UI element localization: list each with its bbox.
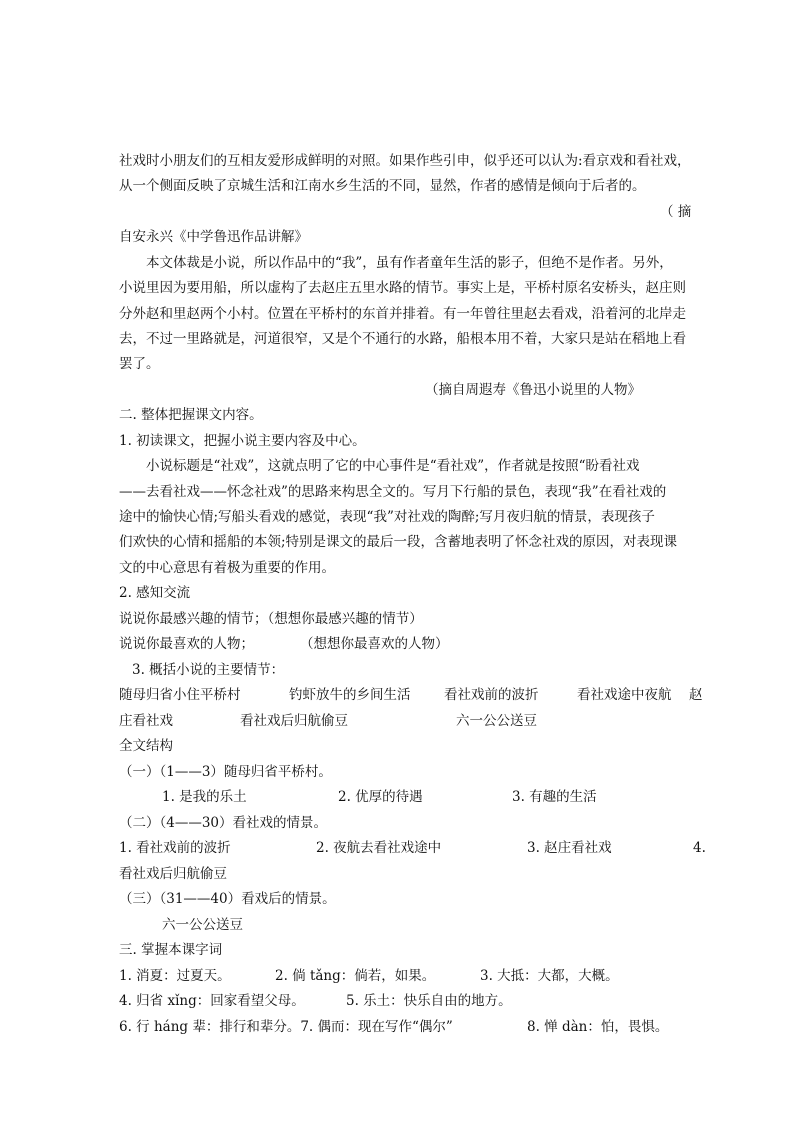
list-item: 2. 感知交流	[119, 585, 191, 601]
paragraph-line: 去，不过一里路就是，河道很窄，又是个不通行的水路，船根本用不着，大家只是站在稻地上看	[119, 331, 686, 347]
plot-item: 六一公公送豆	[456, 713, 537, 729]
plot-item: 钓虾放牛的乡间生活	[289, 687, 411, 703]
paragraph-line: 文的中心意思有着极为重要的作用。	[119, 560, 335, 576]
vocab-item: 2. 倘 tǎng：倘若，如果。	[275, 968, 436, 984]
structure-item: 1. 是我的乐土	[162, 789, 247, 805]
plot-item: 赵	[689, 687, 703, 703]
citation: 自安永兴《中学鲁迅作品讲解》	[119, 229, 308, 245]
structure-item: 六一公公送豆	[162, 917, 243, 933]
structure-item: 2. 优厚的待遇	[338, 789, 423, 805]
structure-item: 看社戏后归航偷豆	[119, 866, 227, 882]
vocab-item: 8. 惮 dàn：怕，畏惧。	[527, 1019, 669, 1035]
paragraph-line: 小说标题是“社戏”，这就点明了它的中心事件是“看社戏”，作者就是按照“盼看社戏	[146, 458, 640, 474]
list-item: 3. 概括小说的主要情节：	[132, 662, 285, 678]
structure-part: （三）（31——40）看戏后的情景。	[119, 891, 336, 907]
structure-part: （二）（4——30）看社戏的情景。	[119, 815, 328, 831]
vocab-item: 3. 大抵：大都，大概。	[480, 968, 619, 984]
vocab-item: 6. 行 háng 辈：排行和辈分。7. 偶而：现在写作“偶尔”	[119, 1019, 453, 1035]
vocab-item: 5. 乐土：快乐自由的地方。	[346, 993, 512, 1009]
paragraph-line: 社戏时小朋友们的互相友爱形成鲜明的对照。如果作些引申，似乎还可以认为:看京戏和看社戏，	[119, 153, 691, 169]
vocab-item: 1. 消夏：过夏天。	[119, 968, 231, 984]
structure-item: 3. 赵庄看社戏	[527, 840, 612, 856]
question: 说说你最感兴趣的情节；（想想你最感兴趣的情节）	[119, 611, 423, 627]
section-heading: 二. 整体把握课文内容。	[119, 407, 263, 423]
structure-part: （一）（1——3）随母归省平桥村。	[119, 764, 332, 780]
list-item: 1. 初读课文，把握小说主要内容及中心。	[119, 433, 366, 449]
paragraph-line: 小说里因为要用船，所以虚构了去赵庄五里水路的情节。事实上是，平桥村原名安桥头，赵庄则	[119, 280, 686, 296]
section-heading: 三. 掌握本课字词	[119, 942, 223, 958]
question-hint: （想想你最喜欢的人物）	[300, 636, 449, 652]
structure-item: 1. 看社戏前的波折	[119, 840, 231, 856]
vocab-item: 4. 归省 xǐng：回家看望父母。	[119, 993, 305, 1009]
paragraph-line: 分外赵和里赵两个小村。位置在平桥村的东首并排着。有一年曾往里赵去看戏，沿着河的北岸走	[119, 306, 686, 322]
plot-item: 随母归省小住平桥村	[119, 687, 241, 703]
paragraph-line: 罢了。	[119, 356, 160, 372]
question: 说说你最喜欢的人物；	[119, 636, 254, 652]
paragraph-line: ——去看社戏——怀念社戏”的思路来构思全文的。写月下行船的景色，表现“我”在看社戏的	[119, 484, 667, 500]
structure-item: 3. 有趣的生活	[512, 789, 597, 805]
citation: （摘自周遐寿《鲁迅小说里的人物》	[425, 382, 641, 398]
paragraph-line: 途中的愉快心情;写船头看戏的感觉，表现“我”对社戏的陶醉;写月夜归航的情景，表现孩子	[119, 509, 655, 525]
plot-item: 看社戏前的波折	[444, 687, 539, 703]
structure-item: 4.	[693, 840, 706, 856]
paragraph-line: 们欢快的心情和摇船的本领;特别是课文的最后一段，含蓄地表明了怀念社戏的原因，对表现课	[119, 534, 678, 550]
plot-item: 看社戏途中夜航	[577, 687, 672, 703]
plot-item: 庄看社戏	[119, 713, 173, 729]
structure-item: 2. 夜航去看社戏途中	[316, 840, 442, 856]
citation-start: （ 摘	[660, 204, 692, 220]
structure-heading: 全文结构	[119, 738, 173, 754]
paragraph-line: 从一个侧面反映了京城生活和江南水乡生活的不同，显然，作者的感情是倾向于后者的。	[119, 178, 646, 194]
plot-item: 看社戏后归航偷豆	[240, 713, 348, 729]
paragraph-line: 本文体裁是小说，所以作品中的“我”，虽有作者童年生活的影子，但绝不是作者。另外，	[146, 255, 673, 271]
